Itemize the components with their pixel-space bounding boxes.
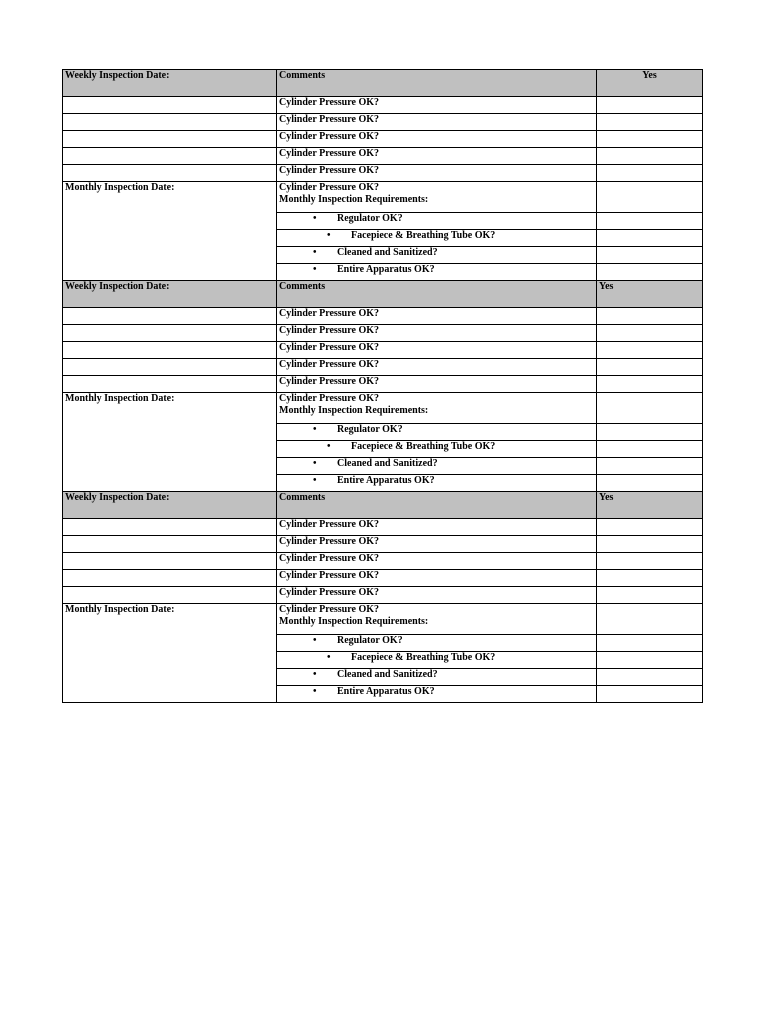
- weekly-row: [63, 342, 703, 359]
- weekly-date-cell[interactable]: [63, 519, 277, 536]
- yes-cell[interactable]: [597, 376, 703, 393]
- requirement-item: [277, 652, 597, 669]
- yes-cell[interactable]: [597, 587, 703, 604]
- weekly-row: [63, 519, 703, 536]
- comment-item: Cylinder Pressure OK?: [277, 148, 597, 165]
- monthly-row: [63, 393, 703, 424]
- yes-header: Yes: [597, 281, 703, 308]
- weekly-date-cell[interactable]: [63, 325, 277, 342]
- weekly-date-cell[interactable]: [63, 536, 277, 553]
- comment-item: Cylinder Pressure OK?: [277, 519, 597, 536]
- weekly-date-cell[interactable]: [63, 131, 277, 148]
- yes-cell[interactable]: [597, 424, 703, 441]
- comment-item: Cylinder Pressure OK?: [279, 182, 379, 193]
- bullet-icon: •: [313, 686, 317, 697]
- yes-cell[interactable]: [597, 148, 703, 165]
- yes-cell[interactable]: [597, 536, 703, 553]
- section-header-row: [63, 281, 703, 308]
- bullet-icon: •: [313, 424, 317, 435]
- yes-cell[interactable]: [597, 114, 703, 131]
- yes-cell[interactable]: [597, 393, 703, 424]
- yes-cell[interactable]: [597, 342, 703, 359]
- weekly-row: [63, 587, 703, 604]
- weekly-row: [63, 308, 703, 325]
- weekly-row: [63, 570, 703, 587]
- yes-cell[interactable]: [597, 458, 703, 475]
- requirement-item: [277, 424, 597, 441]
- bullet-icon: •: [327, 441, 331, 452]
- monthly-date-label: Monthly Inspection Date:: [63, 182, 277, 281]
- yes-cell[interactable]: [597, 604, 703, 635]
- comment-item: Cylinder Pressure OK?: [279, 393, 379, 404]
- weekly-row: [63, 97, 703, 114]
- monthly-comment-cell: [277, 393, 597, 424]
- yes-cell[interactable]: [597, 213, 703, 230]
- weekly-date-cell[interactable]: [63, 308, 277, 325]
- weekly-date-header: Weekly Inspection Date:: [63, 281, 277, 308]
- weekly-date-cell[interactable]: [63, 165, 277, 182]
- yes-cell[interactable]: [597, 441, 703, 458]
- weekly-row: [63, 148, 703, 165]
- requirement-text: Entire Apparatus OK?: [337, 475, 435, 486]
- weekly-row: [63, 325, 703, 342]
- requirement-item: [277, 686, 597, 703]
- yes-cell[interactable]: [597, 652, 703, 669]
- monthly-date-label: Monthly Inspection Date:: [63, 393, 277, 492]
- yes-cell[interactable]: [597, 247, 703, 264]
- requirement-item: [277, 213, 597, 230]
- section-header-row: [63, 70, 703, 97]
- yes-cell[interactable]: [597, 308, 703, 325]
- yes-cell[interactable]: [597, 686, 703, 703]
- requirement-item: [277, 635, 597, 652]
- monthly-row: [63, 604, 703, 635]
- weekly-row: [63, 359, 703, 376]
- yes-cell[interactable]: [597, 131, 703, 148]
- requirement-item: [277, 475, 597, 492]
- yes-cell[interactable]: [597, 475, 703, 492]
- requirement-item: [277, 264, 597, 281]
- section-header-row: [63, 492, 703, 519]
- bullet-icon: •: [327, 230, 331, 241]
- monthly-requirements-label: Monthly Inspection Requirements:: [279, 616, 429, 627]
- comment-item: Cylinder Pressure OK?: [277, 553, 597, 570]
- monthly-row: [63, 182, 703, 213]
- weekly-date-cell[interactable]: [63, 114, 277, 131]
- monthly-date-label: Monthly Inspection Date:: [63, 604, 277, 703]
- weekly-row: [63, 131, 703, 148]
- bullet-icon: •: [327, 652, 331, 663]
- yes-cell[interactable]: [597, 325, 703, 342]
- comment-item: Cylinder Pressure OK?: [277, 342, 597, 359]
- requirement-item: [277, 458, 597, 475]
- comment-item: Cylinder Pressure OK?: [279, 604, 379, 615]
- weekly-date-cell[interactable]: [63, 359, 277, 376]
- requirement-text: Entire Apparatus OK?: [337, 264, 435, 275]
- comment-item: Cylinder Pressure OK?: [277, 376, 597, 393]
- yes-cell[interactable]: [597, 182, 703, 213]
- weekly-row: [63, 114, 703, 131]
- yes-cell[interactable]: [597, 230, 703, 247]
- requirement-text: Cleaned and Sanitized?: [337, 669, 438, 680]
- bullet-icon: •: [313, 458, 317, 469]
- comment-item: Cylinder Pressure OK?: [277, 570, 597, 587]
- weekly-date-cell[interactable]: [63, 376, 277, 393]
- weekly-date-cell[interactable]: [63, 97, 277, 114]
- monthly-comment-cell: [277, 182, 597, 213]
- requirement-text: Entire Apparatus OK?: [337, 686, 435, 697]
- weekly-date-cell[interactable]: [63, 553, 277, 570]
- requirement-text: Regulator OK?: [337, 213, 403, 224]
- requirement-text: Facepiece & Breathing Tube OK?: [351, 652, 496, 663]
- yes-cell[interactable]: [597, 519, 703, 536]
- weekly-row: [63, 553, 703, 570]
- monthly-requirements-label: Monthly Inspection Requirements:: [279, 194, 429, 205]
- bullet-icon: •: [313, 247, 317, 258]
- comment-item: Cylinder Pressure OK?: [277, 536, 597, 553]
- yes-cell[interactable]: [597, 669, 703, 686]
- monthly-comment-cell: [277, 604, 597, 635]
- comment-item: Cylinder Pressure OK?: [277, 325, 597, 342]
- requirement-text: Cleaned and Sanitized?: [337, 247, 438, 258]
- inspection-table: [62, 69, 703, 703]
- requirement-text: Regulator OK?: [337, 424, 403, 435]
- comment-item: Cylinder Pressure OK?: [277, 131, 597, 148]
- comment-item: Cylinder Pressure OK?: [277, 359, 597, 376]
- yes-cell[interactable]: [597, 570, 703, 587]
- requirement-item: [277, 669, 597, 686]
- yes-cell[interactable]: [597, 359, 703, 376]
- comment-item: Cylinder Pressure OK?: [277, 165, 597, 182]
- weekly-date-cell[interactable]: [63, 587, 277, 604]
- yes-cell[interactable]: [597, 635, 703, 652]
- comment-item: Cylinder Pressure OK?: [277, 114, 597, 131]
- yes-cell[interactable]: [597, 553, 703, 570]
- requirement-text: Cleaned and Sanitized?: [337, 458, 438, 469]
- comments-header: Comments: [277, 492, 597, 519]
- weekly-row: [63, 376, 703, 393]
- bullet-icon: •: [313, 635, 317, 646]
- bullet-icon: •: [313, 475, 317, 486]
- weekly-date-header: Weekly Inspection Date:: [63, 492, 277, 519]
- weekly-date-cell[interactable]: [63, 342, 277, 359]
- requirement-text: Regulator OK?: [337, 635, 403, 646]
- yes-cell[interactable]: [597, 264, 703, 281]
- yes-header: Yes: [597, 70, 703, 97]
- yes-header: Yes: [597, 492, 703, 519]
- monthly-requirements-label: Monthly Inspection Requirements:: [279, 405, 429, 416]
- weekly-date-cell[interactable]: [63, 148, 277, 165]
- requirement-item: [277, 441, 597, 458]
- requirement-item: [277, 247, 597, 264]
- bullet-icon: •: [313, 669, 317, 680]
- comment-item: Cylinder Pressure OK?: [277, 587, 597, 604]
- comments-header: Comments: [277, 70, 597, 97]
- weekly-date-header: Weekly Inspection Date:: [63, 70, 277, 97]
- comment-item: Cylinder Pressure OK?: [277, 97, 597, 114]
- bullet-icon: •: [313, 264, 317, 275]
- comments-header: Comments: [277, 281, 597, 308]
- yes-cell[interactable]: [597, 165, 703, 182]
- weekly-row: [63, 536, 703, 553]
- weekly-date-cell[interactable]: [63, 570, 277, 587]
- bullet-icon: •: [313, 213, 317, 224]
- requirement-text: Facepiece & Breathing Tube OK?: [351, 441, 496, 452]
- requirement-item: [277, 230, 597, 247]
- yes-cell[interactable]: [597, 97, 703, 114]
- comment-item: Cylinder Pressure OK?: [277, 308, 597, 325]
- requirement-text: Facepiece & Breathing Tube OK?: [351, 230, 496, 241]
- weekly-row: [63, 165, 703, 182]
